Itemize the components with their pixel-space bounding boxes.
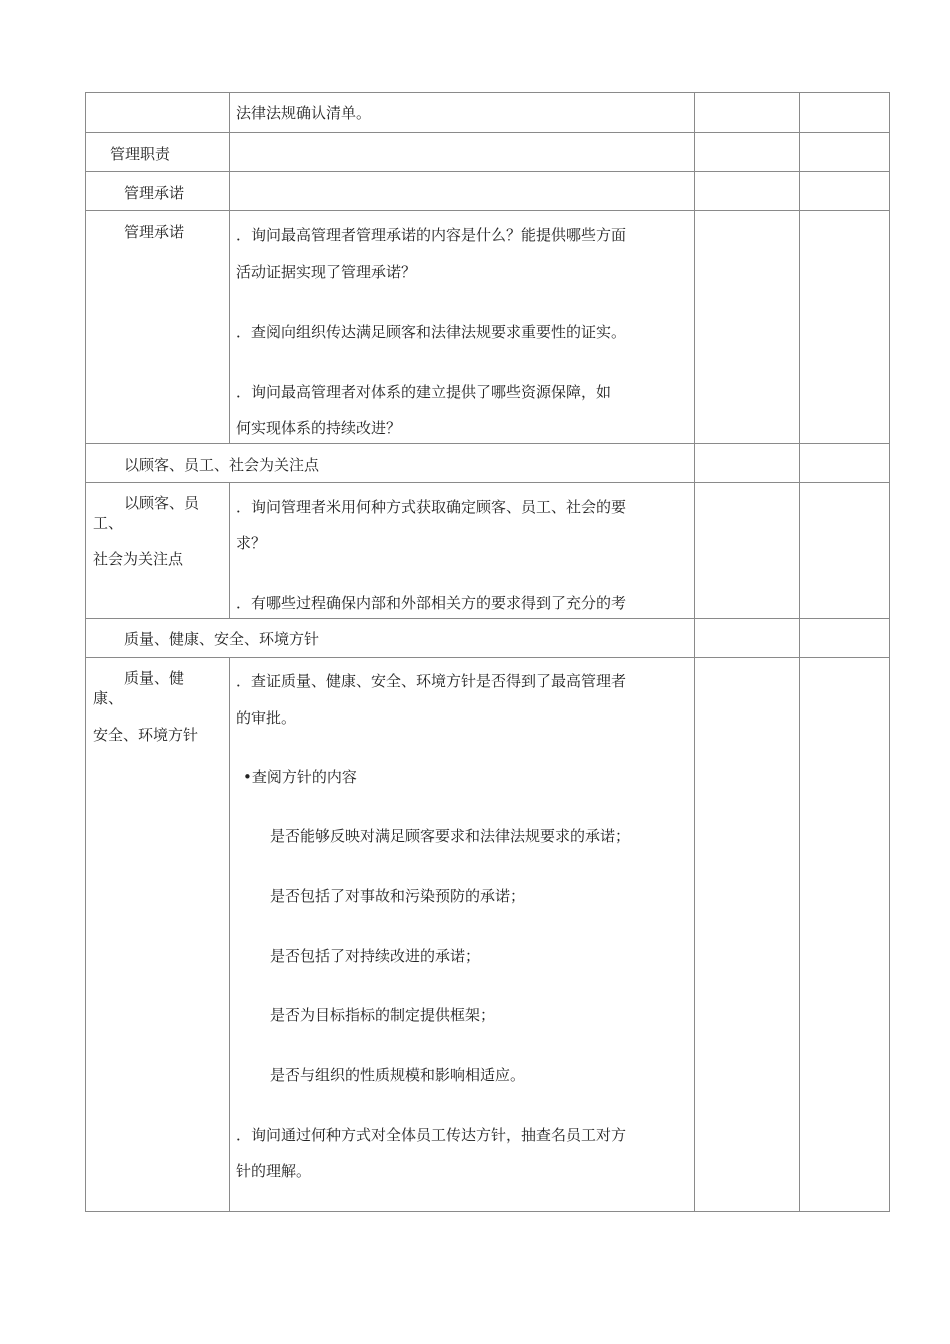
item-label: 管理承诺 [124,223,185,241]
item-label: 以顾客、员 [124,494,200,512]
row-divider [85,657,890,658]
item-label: 康、 [93,689,124,707]
check-item-text: 法律法规确认清单。 [236,104,372,122]
check-item-text: 的审批。 [236,709,297,727]
check-item-text: ．询问最高管理者对体系的建立提供了哪些资源保障，如 [236,383,612,401]
item-label: 工、 [93,514,124,532]
check-item-text: ．查证质量、健康、安全、环境方针是否得到了最高管理者 [236,672,627,690]
check-item-text: ．询问管理者米用何种方式获取确定顾客、员工、社会的要 [236,498,627,516]
check-item-text: ．询问最高管理者管理承诺的内容是什么？能提供哪些方面 [236,226,627,244]
check-item-text: ．有哪些过程确保内部和外部相关方的要求得到了充分的考 [236,594,627,612]
table-border-left [85,92,86,1212]
item-label: 社会为关注点 [93,550,184,568]
col-divider [229,657,230,1212]
item-label: 质量、健 [124,669,185,687]
section-heading: 质量、健康、安全、环境方针 [124,630,320,648]
col-divider [799,92,800,1212]
table-border-top [85,92,890,93]
row-divider [85,618,890,619]
row-divider [85,210,890,211]
check-item-text: •查阅方针的内容 [243,768,357,786]
section-heading: 以顾客、员工、社会为关注点 [124,456,320,474]
row-divider [85,132,890,133]
check-item-text: ．询问通过何种方式对全体员工传达方针，抽查名员工对方 [236,1126,627,1144]
row-divider [85,482,890,483]
row-divider [85,171,890,172]
check-item-text: 是否包括了对持续改进的承诺； [270,947,481,965]
check-item-text: 是否包括了对事故和污染预防的承诺； [270,887,526,905]
check-item-text: 是否能够反映对满足顾客要求和法律法规要求的承诺； [270,827,631,845]
col-divider [229,92,230,444]
check-item-text: 活动证据实现了管理承诺？ [236,263,417,281]
table-border-right [889,92,890,1212]
table-border-bottom [85,1211,890,1212]
check-item-text: ．查阅向组织传达满足顾客和法律法规要求重要性的证实。 [236,323,627,341]
item-label: 安全、环境方针 [93,726,199,744]
section-heading: 管理承诺 [124,184,185,202]
check-item-text: 是否为目标指标的制定提供框架； [270,1006,496,1024]
check-item-text: 求？ [236,534,267,552]
check-item-text: 何实现体系的持续改进？ [236,419,402,437]
col-divider [229,482,230,619]
check-item-text: 针的理解。 [236,1162,312,1180]
col-divider [694,92,695,1212]
section-heading: 管理职责 [110,145,171,163]
row-divider [85,443,890,444]
check-item-text: 是否与组织的性质规模和影响相适应。 [270,1066,526,1084]
